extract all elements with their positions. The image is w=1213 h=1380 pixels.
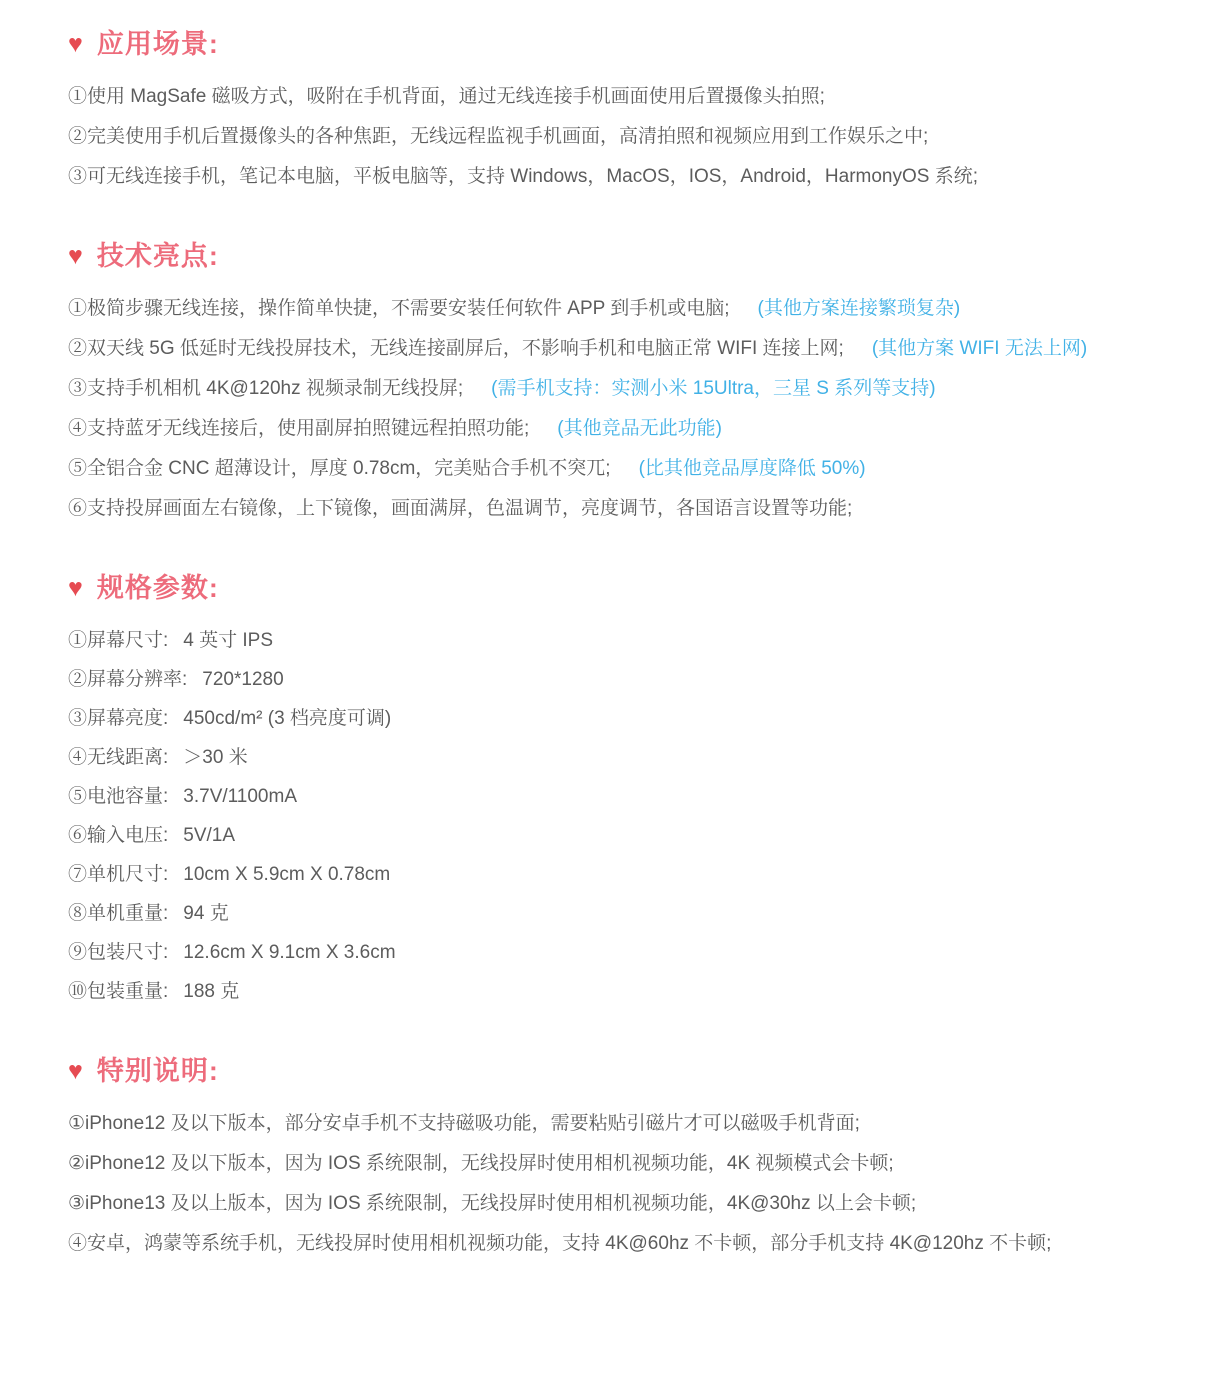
spec-row [68, 864, 1203, 885]
section-heading [68, 26, 1203, 62]
section-heading [68, 238, 1203, 274]
list-item [68, 298, 1203, 319]
spec-label: ⑦单机尺寸: [68, 864, 169, 885]
spec-value: 94 克 [183, 903, 229, 924]
spec-row [68, 942, 1203, 963]
item-text: ②iPhone12 及以下版本，因为 IOS 系统限制，无线投屏时使用相机视频功能，4K 视频模式会卡顿; [68, 1153, 894, 1174]
section-heading [68, 1053, 1203, 1089]
item-text: ④支持蓝牙无线连接后，使用副屏拍照键远程拍照功能; [68, 418, 530, 439]
heart-icon: ♥ [68, 30, 83, 58]
list-item [68, 498, 1203, 519]
spec-row [68, 708, 1203, 729]
item-text: ②双天线 5G 低延时无线投屏技术，无线连接副屏后，不影响手机和电脑正常 WIFI 连接上网; [68, 338, 844, 359]
spec-value: 10cm X 5.9cm X 0.78cm [183, 864, 391, 885]
item-text: ①iPhone12 及以下版本，部分安卓手机不支持磁吸功能，需要粘贴引磁片才可以磁吸手机背面; [68, 1113, 860, 1134]
spec-label: ⑩包装重量: [68, 981, 169, 1002]
spec-value: 720*1280 [202, 669, 284, 690]
section-title: 特别说明: [96, 1056, 219, 1086]
heart-icon: ♥ [68, 1057, 83, 1085]
spec-row [68, 630, 1203, 651]
spec-label: ③屏幕亮度: [68, 708, 169, 729]
section-special-notes [68, 1053, 1203, 1254]
spec-label: ⑧单机重量: [68, 903, 169, 924]
list-item [68, 166, 1203, 187]
list-item [68, 1233, 1203, 1254]
spec-value: 12.6cm X 9.1cm X 3.6cm [183, 942, 396, 963]
section-title: 规格参数: [96, 573, 219, 603]
item-text: ②完美使用手机后置摄像头的各种焦距，无线远程监视手机画面，高清拍照和视频应用到工作娱乐之中; [68, 126, 929, 147]
list-item [68, 126, 1203, 147]
spec-value: ＞30 米 [183, 747, 248, 768]
section-specifications [68, 570, 1203, 1002]
spec-label: ①屏幕尺寸: [68, 630, 169, 651]
note-text: (其他竞品无此功能) [557, 418, 722, 439]
section-title: 技术亮点: [96, 241, 219, 271]
list-item [68, 1113, 1203, 1134]
spec-value: 5V/1A [183, 825, 236, 846]
item-text: ①使用 MagSafe 磁吸方式，吸附在手机背面，通过无线连接手机画面使用后置摄像头拍照; [68, 86, 825, 107]
list-item [68, 1193, 1203, 1214]
item-text: ①极简步骤无线连接，操作简单快捷，不需要安装任何软件 APP 到手机或电脑; [68, 298, 730, 319]
heart-icon: ♥ [68, 242, 83, 270]
spec-label: ⑤电池容量: [68, 786, 169, 807]
spec-label: ⑥输入电压: [68, 825, 169, 846]
section-title: 应用场景: [96, 29, 219, 59]
list-item [68, 378, 1203, 399]
list-item [68, 1153, 1203, 1174]
list-item [68, 338, 1203, 359]
spec-value: 450cd/m² (3 档亮度可调) [183, 708, 392, 729]
spec-row [68, 747, 1203, 768]
item-text: ③iPhone13 及以上版本，因为 IOS 系统限制，无线投屏时使用相机视频功能，4K@30hz 以上会卡顿; [68, 1193, 917, 1214]
item-text: ⑤全铝合金 CNC 超薄设计，厚度 0.78cm，完美贴合手机不突兀; [68, 458, 611, 479]
spec-row [68, 786, 1203, 807]
list-item [68, 86, 1203, 107]
spec-value: 188 克 [183, 981, 240, 1002]
spec-row [68, 825, 1203, 846]
spec-label: ②屏幕分辨率: [68, 669, 188, 690]
spec-row [68, 669, 1203, 690]
note-text: (需手机支持：实测小米 15Ultra，三星 S 系列等支持) [491, 378, 936, 399]
item-text: ④安卓，鸿蒙等系统手机，无线投屏时使用相机视频功能，支持 4K@60hz 不卡顿，部分手机支持 4K@120hz 不卡顿; [68, 1233, 1052, 1254]
spec-row [68, 981, 1203, 1002]
item-text: ⑥支持投屏画面左右镜像，上下镜像，画面满屏，色温调节，亮度调节，各国语言设置等功能; [68, 498, 853, 519]
heart-icon: ♥ [68, 574, 83, 602]
spec-value: 3.7V/1100mA [183, 786, 298, 807]
note-text: (其他方案连接繁琐复杂) [757, 298, 961, 319]
spec-label: ④无线距离: [68, 747, 169, 768]
note-text: (比其他竞品厚度降低 50%) [638, 458, 866, 479]
section-technical-highlights [68, 238, 1203, 519]
section-application-scenarios [68, 26, 1203, 187]
item-text: ③支持手机相机 4K@120hz 视频录制无线投屏; [68, 378, 464, 399]
note-text: (其他方案 WIFI 无法上网) [871, 338, 1088, 359]
spec-row [68, 903, 1203, 924]
spec-value: 4 英寸 IPS [183, 630, 274, 651]
item-text: ③可无线连接手机，笔记本电脑，平板电脑等，支持 Windows，MacOS，IOS，Android，HarmonyOS 系统; [68, 166, 979, 187]
list-item [68, 418, 1203, 439]
spec-label: ⑨包装尺寸: [68, 942, 169, 963]
section-heading [68, 570, 1203, 606]
list-item [68, 458, 1203, 479]
